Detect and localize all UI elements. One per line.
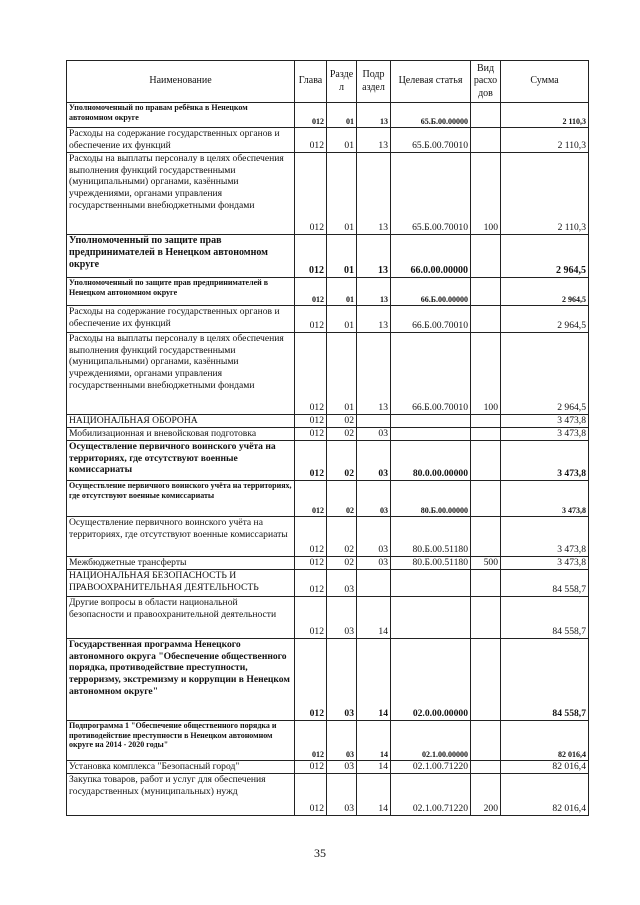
table-row bbox=[67, 481, 589, 517]
cell-name: Закупка товаров, работ и услуг для обеспечения государственных (муниципальных) нужд bbox=[67, 774, 295, 816]
header-glava: Глава bbox=[295, 61, 327, 103]
cell-name: Осуществление первичного воинского учёта на территориях, где отсутствуют военные комиссариаты bbox=[67, 481, 295, 517]
cell-sum: 84 558,7 bbox=[501, 639, 589, 721]
cell-razdel: 03 bbox=[327, 721, 357, 761]
cell-podrazdel bbox=[357, 415, 391, 428]
cell-vid: 100 bbox=[471, 153, 501, 235]
cell-name: Расходы на содержание государственных органов и обеспечение их функций bbox=[67, 306, 295, 333]
cell-vid: 100 bbox=[471, 333, 501, 415]
cell-target: 02.0.00.00000 bbox=[391, 639, 471, 721]
cell-glava: 012 bbox=[295, 441, 327, 481]
cell-vid bbox=[471, 103, 501, 128]
cell-podrazdel: 03 bbox=[357, 441, 391, 481]
cell-sum: 3 473,8 bbox=[501, 441, 589, 481]
cell-sum: 2 964,5 bbox=[501, 278, 589, 306]
cell-podrazdel: 14 bbox=[357, 597, 391, 639]
cell-sum: 2 964,5 bbox=[501, 333, 589, 415]
budget-table bbox=[66, 60, 589, 816]
cell-target: 02.1.00.71220 bbox=[391, 761, 471, 774]
table-row bbox=[67, 639, 589, 721]
cell-glava: 012 bbox=[295, 128, 327, 153]
cell-target: 80.0.00.00000 bbox=[391, 441, 471, 481]
table-row bbox=[67, 570, 589, 597]
cell-sum: 2 110,3 bbox=[501, 128, 589, 153]
cell-podrazdel: 14 bbox=[357, 761, 391, 774]
cell-target: 65.Б.00.70010 bbox=[391, 128, 471, 153]
table-row bbox=[67, 415, 589, 428]
cell-podrazdel bbox=[357, 570, 391, 597]
header-name: Наименование bbox=[67, 61, 295, 103]
cell-sum: 3 473,8 bbox=[501, 428, 589, 441]
cell-sum: 2 110,3 bbox=[501, 153, 589, 235]
cell-vid bbox=[471, 441, 501, 481]
cell-vid bbox=[471, 128, 501, 153]
cell-glava: 012 bbox=[295, 597, 327, 639]
cell-razdel: 02 bbox=[327, 557, 357, 570]
cell-name: Уполномоченный по защите прав предпринимателей в Ненецком автономном округе bbox=[67, 235, 295, 278]
cell-podrazdel: 13 bbox=[357, 333, 391, 415]
cell-sum: 3 473,8 bbox=[501, 557, 589, 570]
cell-razdel: 02 bbox=[327, 428, 357, 441]
cell-podrazdel: 14 bbox=[357, 721, 391, 761]
cell-name: Межбюджетные трансферты bbox=[67, 557, 295, 570]
cell-glava: 012 bbox=[295, 639, 327, 721]
cell-sum: 2 964,5 bbox=[501, 235, 589, 278]
cell-name: Мобилизационная и вневойсковая подготовка bbox=[67, 428, 295, 441]
cell-target: 80.Б.00.51180 bbox=[391, 517, 471, 557]
cell-razdel: 01 bbox=[327, 278, 357, 306]
cell-razdel: 01 bbox=[327, 306, 357, 333]
cell-name: Подпрограмма 1 "Обеспечение общественного порядка и противодействие преступности в Ненецком автономном округе на 2014 - 2020 годы" bbox=[67, 721, 295, 761]
cell-glava: 012 bbox=[295, 557, 327, 570]
cell-vid bbox=[471, 306, 501, 333]
cell-razdel: 02 bbox=[327, 441, 357, 481]
table-row bbox=[67, 441, 589, 481]
cell-name: Осуществление первичного воинского учёта на территориях, где отсутствуют военные комиссариаты bbox=[67, 517, 295, 557]
table-row bbox=[67, 103, 589, 128]
cell-vid bbox=[471, 570, 501, 597]
cell-razdel: 01 bbox=[327, 153, 357, 235]
cell-name: НАЦИОНАЛЬНАЯ БЕЗОПАСНОСТЬ И ПРАВООХРАНИТЕЛЬНАЯ ДЕЯТЕЛЬНОСТЬ bbox=[67, 570, 295, 597]
cell-podrazdel: 13 bbox=[357, 103, 391, 128]
cell-vid bbox=[471, 415, 501, 428]
table-row bbox=[67, 774, 589, 816]
cell-podrazdel: 14 bbox=[357, 639, 391, 721]
table-header-row bbox=[67, 61, 589, 103]
cell-sum: 82 016,4 bbox=[501, 761, 589, 774]
cell-podrazdel: 03 bbox=[357, 428, 391, 441]
cell-target: 65.Б.00.00000 bbox=[391, 103, 471, 128]
cell-sum: 3 473,8 bbox=[501, 415, 589, 428]
table-row bbox=[67, 428, 589, 441]
cell-glava: 012 bbox=[295, 415, 327, 428]
cell-sum: 84 558,7 bbox=[501, 597, 589, 639]
table-row bbox=[67, 128, 589, 153]
cell-glava: 012 bbox=[295, 428, 327, 441]
cell-podrazdel: 03 bbox=[357, 517, 391, 557]
cell-name: Расходы на выплаты персоналу в целях обеспечения выполнения функций государственными (муниципальными) органами, казёнными учреждениями, органами управления государственными внебюджетными фондами bbox=[67, 153, 295, 235]
cell-glava: 012 bbox=[295, 103, 327, 128]
cell-name: Другие вопросы в области национальной безопасности и правоохранительной деятельности bbox=[67, 597, 295, 639]
cell-glava: 012 bbox=[295, 235, 327, 278]
header-vid: Вид расхо дов bbox=[471, 61, 501, 103]
cell-vid bbox=[471, 721, 501, 761]
header-podrazdel: Подр аздел bbox=[357, 61, 391, 103]
cell-glava: 012 bbox=[295, 278, 327, 306]
cell-sum: 3 473,8 bbox=[501, 517, 589, 557]
table-row bbox=[67, 278, 589, 306]
table-row bbox=[67, 557, 589, 570]
table-body bbox=[67, 103, 589, 816]
cell-name: Расходы на содержание государственных органов и обеспечение их функций bbox=[67, 128, 295, 153]
cell-podrazdel: 14 bbox=[357, 774, 391, 816]
cell-target: 80.Б.00.51180 bbox=[391, 557, 471, 570]
cell-name: НАЦИОНАЛЬНАЯ ОБОРОНА bbox=[67, 415, 295, 428]
cell-glava: 012 bbox=[295, 481, 327, 517]
cell-vid bbox=[471, 639, 501, 721]
cell-vid: 500 bbox=[471, 557, 501, 570]
cell-sum: 2 964,5 bbox=[501, 306, 589, 333]
cell-razdel: 03 bbox=[327, 639, 357, 721]
table-row bbox=[67, 235, 589, 278]
cell-podrazdel: 13 bbox=[357, 306, 391, 333]
cell-glava: 012 bbox=[295, 570, 327, 597]
table-row bbox=[67, 153, 589, 235]
cell-vid bbox=[471, 235, 501, 278]
cell-razdel: 01 bbox=[327, 103, 357, 128]
table-row bbox=[67, 333, 589, 415]
cell-target: 66.Б.00.00000 bbox=[391, 278, 471, 306]
cell-sum: 2 110,3 bbox=[501, 103, 589, 128]
table-row bbox=[67, 721, 589, 761]
cell-podrazdel: 13 bbox=[357, 153, 391, 235]
cell-razdel: 02 bbox=[327, 481, 357, 517]
cell-name: Государственная программа Ненецкого автономного округа "Обеспечение общественного порядка, противодействие преступности, терроризму, экстремизму и коррупции в Ненецком автономном округе" bbox=[67, 639, 295, 721]
cell-vid: 200 bbox=[471, 774, 501, 816]
cell-name: Уполномоченный по правам ребёнка в Ненецком автономном округе bbox=[67, 103, 295, 128]
cell-target: 66.0.00.00000 bbox=[391, 235, 471, 278]
cell-razdel: 03 bbox=[327, 597, 357, 639]
cell-name: Уполномоченный по защите прав предпринимателей в Ненецком автономном округе bbox=[67, 278, 295, 306]
page-number: 35 bbox=[314, 846, 326, 860]
header-razdel: Разде л bbox=[327, 61, 357, 103]
cell-target: 02.1.00.00000 bbox=[391, 721, 471, 761]
cell-name: Осуществление первичного воинского учёта на территориях, где отсутствуют военные комиссариаты bbox=[67, 441, 295, 481]
cell-sum: 84 558,7 bbox=[501, 570, 589, 597]
cell-vid bbox=[471, 428, 501, 441]
cell-razdel: 01 bbox=[327, 128, 357, 153]
cell-razdel: 02 bbox=[327, 517, 357, 557]
table-row bbox=[67, 761, 589, 774]
cell-razdel: 02 bbox=[327, 415, 357, 428]
cell-glava: 012 bbox=[295, 761, 327, 774]
cell-razdel: 03 bbox=[327, 570, 357, 597]
cell-podrazdel: 13 bbox=[357, 278, 391, 306]
cell-target: 02.1.00.71220 bbox=[391, 774, 471, 816]
table-row bbox=[67, 517, 589, 557]
header-target: Целевая статья bbox=[391, 61, 471, 103]
cell-target: 66.Б.00.70010 bbox=[391, 333, 471, 415]
cell-glava: 012 bbox=[295, 333, 327, 415]
cell-podrazdel: 13 bbox=[357, 235, 391, 278]
cell-vid bbox=[471, 761, 501, 774]
cell-podrazdel: 13 bbox=[357, 128, 391, 153]
cell-sum: 3 473,8 bbox=[501, 481, 589, 517]
cell-target: 80.Б.00.00000 bbox=[391, 481, 471, 517]
cell-glava: 012 bbox=[295, 153, 327, 235]
cell-target bbox=[391, 428, 471, 441]
cell-name: Установка комплекса "Безопасный город" bbox=[67, 761, 295, 774]
cell-razdel: 03 bbox=[327, 761, 357, 774]
cell-razdel: 01 bbox=[327, 235, 357, 278]
cell-glava: 012 bbox=[295, 517, 327, 557]
table-row bbox=[67, 306, 589, 333]
cell-target bbox=[391, 415, 471, 428]
cell-razdel: 03 bbox=[327, 774, 357, 816]
cell-sum: 82 016,4 bbox=[501, 774, 589, 816]
table-row bbox=[67, 597, 589, 639]
cell-sum: 82 016,4 bbox=[501, 721, 589, 761]
cell-glava: 012 bbox=[295, 774, 327, 816]
cell-podrazdel: 03 bbox=[357, 557, 391, 570]
cell-glava: 012 bbox=[295, 306, 327, 333]
cell-vid bbox=[471, 278, 501, 306]
cell-vid bbox=[471, 517, 501, 557]
cell-target bbox=[391, 597, 471, 639]
cell-target: 66.Б.00.70010 bbox=[391, 306, 471, 333]
cell-vid bbox=[471, 481, 501, 517]
cell-target: 65.Б.00.70010 bbox=[391, 153, 471, 235]
header-sum: Сумма bbox=[501, 61, 589, 103]
cell-glava: 012 bbox=[295, 721, 327, 761]
cell-razdel: 01 bbox=[327, 333, 357, 415]
cell-podrazdel: 03 bbox=[357, 481, 391, 517]
cell-name: Расходы на выплаты персоналу в целях обеспечения выполнения функций государственными (муниципальными) органами, казёнными учреждениями, органами управления государственными внебюджетными фондами bbox=[67, 333, 295, 415]
cell-vid bbox=[471, 597, 501, 639]
cell-target bbox=[391, 570, 471, 597]
